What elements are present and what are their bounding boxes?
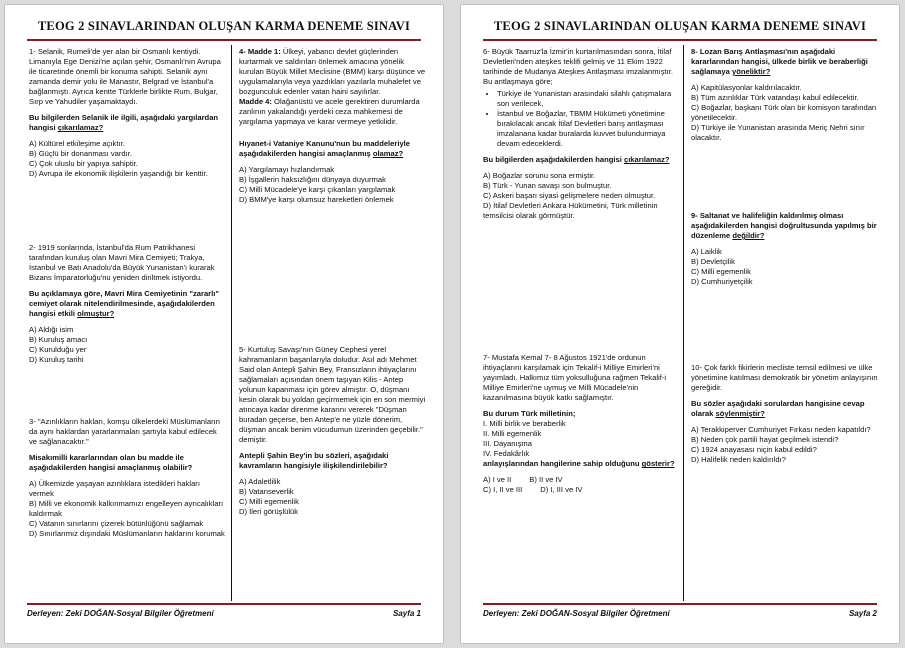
list-item: II. Milli egemenlik [483,429,542,439]
option-c[interactable]: C) Milli egemenlik [691,267,751,277]
option-a[interactable]: A) Laiklik [691,247,722,257]
option-c[interactable]: C) I, II ve III [483,485,523,495]
column-divider [683,45,684,601]
option-c[interactable]: C) Boğazlar, başkanı Türk olan bir komisyon tarafından yönetilecektir. [691,103,877,123]
option-b[interactable]: B) Neden çok partili hayat geçilmek istendi? [691,435,839,445]
option-b[interactable]: B) Vatanseverlik [239,487,294,497]
option-a[interactable]: A) Terakkiperver Cumhuriyet Fırkası neden kapatıldı? [691,425,871,435]
option-a[interactable]: A) I ve II [483,475,512,485]
question-text: 8- Lozan Barış Antlaşması'nın aşağıdaki kararlarından hangisi, ülkede birlik ve beraberliği sağlamaya yöneliktir? [691,47,868,77]
option-d[interactable]: D) İleri görüşlülük [239,507,299,517]
question-stem: Hıyanet-i Vataniye Kanunu'nun bu maddeleriyle aşağıdakilerden hangisi amaçlanmış olamaz? [239,139,411,159]
question-stem: Bu durum Türk milletinin; [483,409,576,419]
question-stem: Bu açıklamaya göre, Mavri Mira Cemiyetinin "zararlı" cemiyet olarak nitelendirilmesinde, aşağıdakilerden hangisi etkili olmuştur? [29,289,219,319]
footer-author: Derleyen: Zeki DOĞAN-Sosyal Bilgiler Öğretmeni [483,609,670,618]
list-item: III. Dayanışma [483,439,532,449]
options-row-2 [483,485,677,495]
option-d[interactable]: D) Türkiye ile Yunanistan arasında Meriç Nehri sınır olacaktır. [691,123,865,143]
question-4 [239,47,429,205]
option-c[interactable]: C) 1924 anayasası niçin kabul edildi? [691,445,817,455]
option-b[interactable]: B) Güçlü bir donanması vardır. [29,149,132,159]
question-text: 7- Mustafa Kemal 7- 8 Ağustos 1921'de ordunun ihtiyaçlarını karşılamak için Tekalif-i Milliye Emirleri'ni yayımladı. Halkımız tüm yoksulluğuna rağmen Tekalif-i Milliye Emirleri'ne uymuş ve Milli Mücadele'nin kazanılmasına büyük katkı sağlamıştır. [483,353,667,403]
question-stem-2: anlayışlarından hangilerine sahip olduğunu gösterir? [483,459,675,469]
footer-author: Derleyen: Zeki DOĞAN-Sosyal Bilgiler Öğretmeni [27,609,214,618]
option-b[interactable]: B) Tüm azınlıklar Türk vatandaşı kabul edilecektir. [691,93,859,103]
option-a[interactable]: A) Boğazlar sorunu sona ermiştir. [483,171,596,181]
option-b[interactable]: B) Milli ve ekonomik kalkınmamızı engelleyen ayrıcalıkları kaldırmak [29,499,224,519]
question-10 [691,363,881,465]
option-c[interactable]: C) Milli egemenlik [239,497,299,507]
option-d[interactable]: D) Halifelik neden kaldırıldı? [691,455,786,465]
question-text: 3- "Azınlıkların hakları, komşu ülkelerdeki Müslümanların da aynı haklardan yararlanmaları şartıyla kabul edilecek ve sağlanacaktır." [29,417,220,447]
option-a[interactable]: A) Adaletlilik [239,477,281,487]
options-row-1 [483,475,677,485]
question-stem: Bu sözler aşağıdaki sorulardan hangisine cevap olarak söylenmiştir? [691,399,865,419]
page-footer [27,609,421,618]
page-footer [483,609,877,618]
option-a[interactable]: A) Yargılamayı hızlandırmak [239,165,335,175]
page-1 [4,4,444,644]
question-text: 4- Madde 1: Ülkeyi, yabancı devlet güçlerinden kurtarmak ve saldırıları önlemek amacına yönelik kurulan Büyük Millet Meclisine (BMM) karşı düşünce ve uygulamalarıyla veya yazdıkları yazılarla muhalefet ve bozgunculuk edenler vatan haini sayılırlar. [239,47,426,97]
option-a[interactable]: A) Kültürel etkileşime açıktır. [29,139,125,149]
list-item: • İstanbul ve Boğazlar, TBMM Hükümeti yönetimine bırakılacak ancak İtilaf Devletleri barış antlaşması imzalanana kadar buralarda kuvvet bulundurmaya devam edeceklerdi. [497,109,677,149]
question-stem: Antepli Şahin Bey'in bu sözleri, aşağıdaki kavramların hangisiyle ilişkilendirilebilir? [239,451,389,471]
option-a[interactable]: A) Kapitülasyonlar kaldırılacaktır. [691,83,802,93]
option-d[interactable]: D) İtilaf Devletleri Ankara Hükümetini, Türk milletinin temsilcisi olarak görmüştür. [483,201,658,221]
question-6 [483,47,677,221]
question-text-2: Madde 4: Olağanüstü ve acele gerektiren durumlarda zanlının yakalandığı yerdeki ceza mahkemesi de yargılama yapmaya ve karar vermeye yetkilidir. [239,97,420,127]
option-b[interactable]: B) Türk - Yunan savaşı son bulmuştur. [483,181,612,191]
question-8 [691,47,881,143]
question-text: 10- Çok farklı fikirlerin mecliste temsil edilmesi ve ülke yönetimine katılması demokratik bir yönetim anlayışının gereğidir. [691,363,878,393]
page-number: Sayfa 1 [392,609,421,618]
page-number: Sayfa 2 [848,609,877,618]
question-2 [29,243,225,365]
question-text: 5- Kurtuluş Savaşı'nın Güney Cephesi yerel kahramanların başarılarıyla doludur. Asıl adı Mehmet Said olan Antepli Şahin Bey, Fransızların ihtiyaçlarını sağlamaları açısından önem taşıyan Kilis - Antep yolunun kapanması için görev almıştır. O, düşmanı kesin olarak bu yoldan geçirmemek için en son mermiyi atıncaya kadar direnme kararını vererek "Düşman buradan geçerse, ben Antep'e ne yüzle dönerim, düşman ancak benim vücudumun üzerinden geçebilir." demiştir. [239,345,426,445]
option-c[interactable]: C) Milli Mücadele'ye karşı çıkanları yargılamak [239,185,396,195]
option-b[interactable]: B) İşgallerin haksızlığını dünyaya duyurmak [239,175,386,185]
list-item: IV. Fedakârlık [483,449,530,459]
option-b[interactable]: B) Devletçilik [691,257,735,267]
footer-divider [27,603,421,605]
option-d[interactable]: D) BMM'ye karşı olumsuz hareketleri önlemek [239,195,394,205]
question-stem: Bu bilgilerden aşağıdakilerden hangisi çıkarılamaz? [483,155,670,165]
option-b[interactable]: B) II ve IV [529,475,563,485]
header-divider [27,39,421,41]
option-d[interactable]: D) Sınırlarımız dışındaki Müslümanların haklarını korumak [29,529,225,539]
question-stem: Bu bilgilerden Selanik ile ilgili, aşağıdaki yargılardan hangisi çıkarılamaz? [29,113,219,133]
page-title: TEOG 2 SINAVLARINDAN OLUŞAN KARMA DENEME SINAVI [37,19,411,33]
question-stem: Misakımilli kararlarından olan bu madde ile aşağıdakilerden hangisi amaçlanmış olabilir? [29,453,193,473]
question-text: 1- Selanik, Rumeli'de yer alan bir Osmanlı kentiydi. Limanıyla Ege Denizi'ne açılan şehir, Osmanlı'nın Avrupa ile ticaretinde önemli bir konuma sahipti. Selanik aynı zamanda demir yolu ile Manastır, Belgrad ve İstanbul'a bağlanmıştı. Ayrıca kentte Türklerle birlikte Rum, Bulgar, Sırp ve Yahudiler yaşamaktaydı. [29,47,221,107]
option-d[interactable]: D) Avrupa ile ekonomik ilişkilerin yaşandığı bir kenttir. [29,169,208,179]
option-d[interactable]: D) I, III ve IV [540,485,583,495]
option-b[interactable]: B) Kuruluş amacı [29,335,88,345]
question-9 [691,211,881,287]
option-c[interactable]: C) Askeri başarı siyasi gelişmelere neden olmuştur. [483,191,656,201]
list-item: I. Milli birlik ve beraberlik [483,419,566,429]
page-title: TEOG 2 SINAVLARINDAN OLUŞAN KARMA DENEME SINAVI [493,19,867,33]
footer-divider [483,603,877,605]
question-7 [483,353,677,495]
question-text: 6- Büyük Taarruz'la İzmir'in kurtarılmasından sonra, İtilaf Devletleri'nden ateşkes teklifi gelmiş ve 11 Ekim 1922 tarihinde de Mudanya Ateşkes Antlaşması imzalanmıştır. Bu antlaşmaya göre; [483,47,673,87]
option-c[interactable]: C) Çok uluslu bir yapıya sahiptir. [29,159,138,169]
question-5 [239,345,429,517]
header-divider [483,39,877,41]
option-c[interactable]: C) Kurulduğu yer [29,345,87,355]
option-a[interactable]: A) Aldığı isim [29,325,74,335]
bullet-list [483,89,677,149]
page-2 [460,4,900,644]
option-a[interactable]: A) Ülkemizde yaşayan azınlıklara istedikleri hakları vermek [29,479,200,499]
option-c[interactable]: C) Vatanın sınırlarını çizerek bütünlüğünü sağlamak [29,519,204,529]
column-divider [231,45,232,601]
list-item: • Türkiye ile Yunanistan arasındaki silahlı çatışmalara son verilecek, [497,89,677,109]
question-text: 2- 1919 sonlarında, İstanbul'da Rum Patrikhanesi tarafından kuruluş olan Mavri Mira Cemiyeti; Trakya, İstanbul ve Batı Anadolu'da Büyük Yunanistan'ı kurarak Bizans İmparatorluğu'nu yeniden diriltmek istiyordu. [29,243,215,283]
option-d[interactable]: D) Kuruluş tarihi [29,355,84,365]
question-1 [29,47,225,179]
option-d[interactable]: D) Cumhuriyetçilik [691,277,753,287]
question-3 [29,417,225,539]
question-text: 9- Saltanat ve halifeliğin kaldırılmış olması aşağıdakilerden hangisi doğrultusunda yapılmış bir düzenleme değildir? [691,211,877,241]
